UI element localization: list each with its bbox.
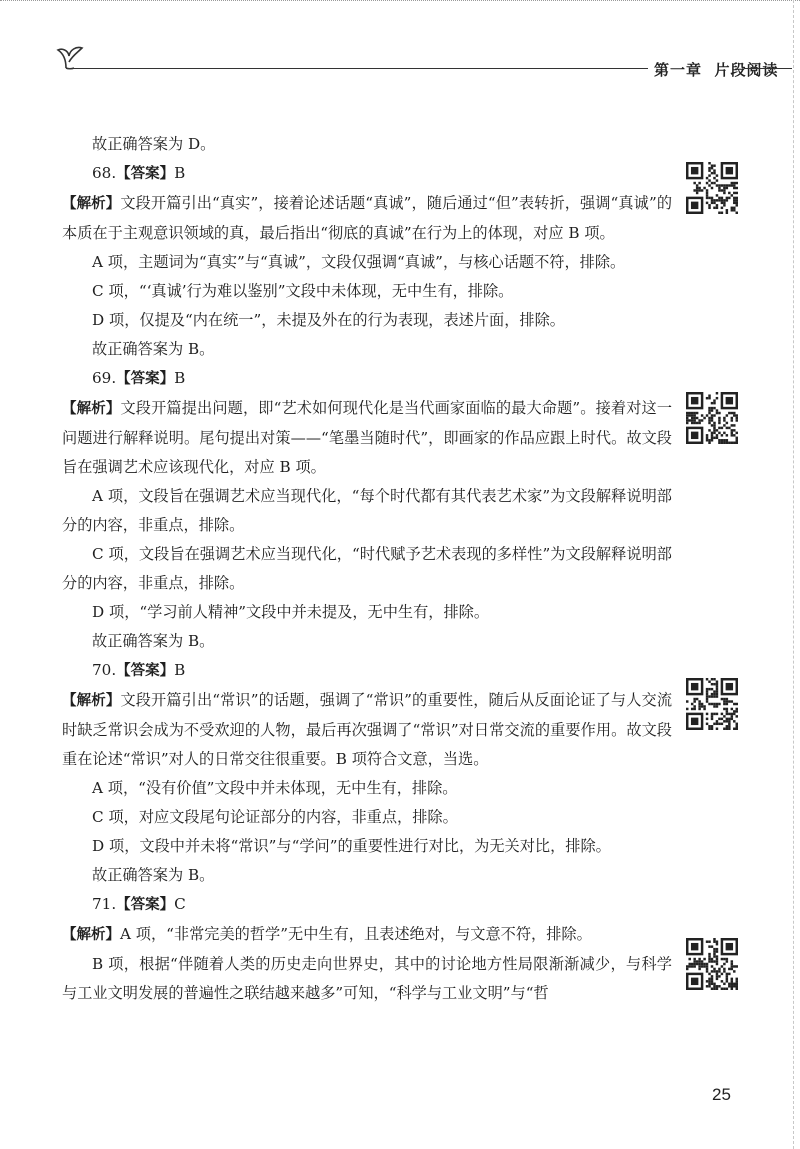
qr-code-68-icon[interactable]	[686, 162, 738, 214]
header-rule-right	[744, 68, 792, 69]
question-number: 70.	[92, 661, 117, 679]
option-d-68: D 项，仅提及“内在统一”，未提及外在的行为表现，表述片面，排除。	[92, 311, 565, 329]
analysis-text: 文段开篇提出问题，即“艺术如何现代化是当代画家面临的最大命题”。接着对这一问题进行解释说明。尾句提出对策——“笔墨当随时代”，即画家的作品应跟上时代。故文段旨在强调艺术应该现代化，对应 B 项。	[62, 399, 673, 476]
chapter-number: 第一章	[654, 61, 703, 79]
paragraph: 故正确答案为 D。	[92, 135, 216, 153]
header-rule	[66, 68, 648, 69]
qr-code-71-icon[interactable]	[686, 938, 738, 990]
answer-68-line	[62, 159, 672, 189]
section-title: 片段阅读	[714, 61, 779, 79]
option-d-69: D 项，“学习前人精神”文段中并未提及，无中生有，排除。	[92, 603, 490, 621]
option-b-71: B 项，根据“伴随着人类的历史走向世界史，其中的讨论地方性局限渐渐减少，与科学与工业文明发展的普遍性之联结越来越多”可知，“科学与工业文明”与“哲	[62, 955, 672, 1002]
analysis-68	[62, 189, 672, 248]
qr-code-70-icon[interactable]	[686, 678, 738, 730]
analysis-text: 文段开篇引出“真实”，接着论述话题“真诚”，随后通过“但”表转折，强调“真诚”的本质在于主观意识领域的真，最后指出“彻底的真诚”在行为上的体现，对应 B 项。	[62, 194, 673, 242]
answer-71-line	[62, 890, 672, 920]
analysis-70	[62, 686, 672, 774]
option-c-70: C 项，对应文段尾句论证部分的内容，非重点，排除。	[92, 808, 458, 826]
final-answer-68: 故正确答案为 B。	[92, 340, 215, 358]
page-number: 25	[712, 1085, 731, 1104]
analysis-tag: 【解析】	[62, 401, 121, 417]
option-a-70: A 项，“没有价值”文段中并未体现，无中生有，排除。	[92, 779, 458, 797]
answer-tag: 【答案】	[116, 663, 175, 679]
answer-tag: 【答案】	[116, 166, 175, 182]
page-content	[62, 130, 672, 1008]
answer-value: B	[174, 369, 186, 387]
answer-69-line	[62, 364, 672, 394]
final-answer-70: 故正确答案为 B。	[92, 866, 215, 884]
question-number: 69.	[92, 369, 117, 387]
answer-value: B	[174, 164, 186, 182]
analysis-69	[62, 394, 672, 482]
qr-code-69-icon[interactable]	[686, 392, 738, 444]
answer-tag: 【答案】	[116, 371, 175, 387]
option-c-68: C 项，“‘真诚’行为难以鉴别”文段中未体现，无中生有，排除。	[92, 282, 514, 300]
page-header	[52, 38, 792, 78]
answer-value: B	[174, 661, 186, 679]
answer-tag: 【答案】	[116, 897, 175, 913]
answer-70-line	[62, 656, 672, 686]
analysis-tag: 【解析】	[62, 693, 121, 709]
analysis-tag: 【解析】	[62, 927, 120, 943]
page-right-edge	[792, 0, 794, 1149]
option-a-68: A 项，主题词为“真实”与“真诚”，文段仅强调“真诚”，与核心话题不符，排除。	[92, 253, 626, 271]
analysis-tag: 【解析】	[62, 196, 121, 212]
analysis-text: 文段开篇引出“常识”的话题，强调了“常识”的重要性，随后从反面论证了与人交流时缺乏常识会成为不受欢迎的人物，最后再次强调了“常识”对日常交流的重要作用。故文段重在论述“常识”对人的日常交往很重要。B 项符合文意，当选。	[62, 691, 673, 768]
option-d-70: D 项，文段中并未将“常识”与“学问”的重要性进行对比，为无关对比，排除。	[92, 837, 611, 855]
final-answer-69: 故正确答案为 B。	[92, 632, 215, 650]
page-top-edge	[0, 0, 800, 7]
option-a-69: A 项，文段旨在强调艺术应当现代化，“每个时代都有其代表艺术家”为文段解释说明部分的内容，非重点，排除。	[62, 487, 672, 534]
option-c-69: C 项，文段旨在强调艺术应当现代化，“时代赋予艺术表现的多样性”为文段解释说明部分的内容，非重点，排除。	[62, 545, 672, 592]
question-number: 68.	[92, 164, 117, 182]
analysis-text: A 项，“非常完美的哲学”无中生有，且表述绝对，与文意不符，排除。	[120, 925, 592, 943]
question-number: 71.	[92, 895, 117, 913]
chapter-title	[654, 59, 778, 80]
answer-value: C	[174, 895, 186, 913]
analysis-71	[62, 920, 672, 950]
